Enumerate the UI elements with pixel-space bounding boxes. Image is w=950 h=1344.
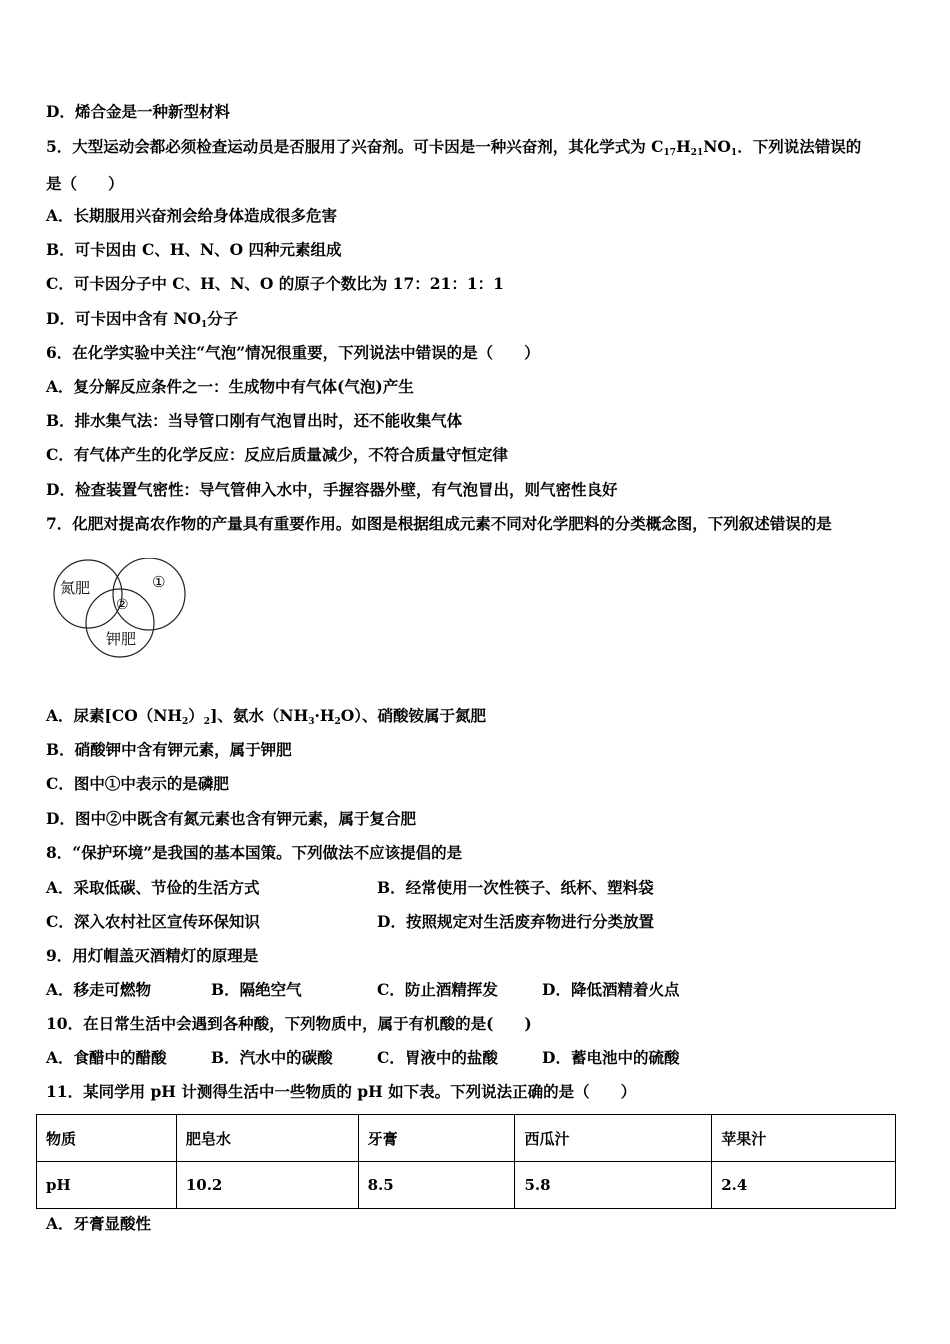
q9-option-b: B．隔绝空气 bbox=[211, 980, 302, 999]
q8-option-b: B．经常使用一次性筷子、纸杯、塑料袋 bbox=[377, 878, 654, 897]
q7-option-a-text4: ·H bbox=[314, 706, 335, 725]
venn-label-1: ① bbox=[152, 573, 166, 591]
question-6: 6．在化学实验中关注“气泡”情况很重要，下列说法中错误的是（ ） bbox=[46, 343, 540, 362]
question-11: 11．某同学用 pH 计测得生活中一些物质的 pH 如下表。下列说法正确的是（ ） bbox=[46, 1082, 637, 1101]
q5-option-d-sub: 1 bbox=[201, 320, 208, 330]
q10-option-b: B．汽水中的碳酸 bbox=[211, 1048, 333, 1067]
q7-option-a-sub4: 2 bbox=[334, 717, 341, 727]
q10-option-c: C．胃液中的盐酸 bbox=[377, 1048, 498, 1067]
table-cell: 8.5 bbox=[358, 1162, 515, 1209]
q6-option-c: C．有气体产生的化学反应：反应后质量减少，不符合质量守恒定律 bbox=[46, 445, 508, 464]
q5-text: 5．大型运动会都必须检查运动员是否服用了兴奋剂。可卡因是一种兴奋剂，其化学式为 C bbox=[46, 137, 664, 156]
q10-option-a: A．食醋中的醋酸 bbox=[46, 1048, 167, 1067]
q7-option-a bbox=[46, 706, 486, 732]
fertilizer-venn-diagram bbox=[50, 558, 195, 663]
q9-option-c: C．防止酒精挥发 bbox=[377, 980, 498, 999]
table-header-cell: 肥皂水 bbox=[176, 1115, 358, 1162]
venn-label-2: ② bbox=[116, 597, 129, 613]
ph-table bbox=[36, 1114, 896, 1209]
question-9: 9．用灯帽盖灭酒精灯的原理是 bbox=[46, 946, 259, 965]
q7-option-a-text: A．尿素[CO（NH bbox=[46, 706, 183, 725]
table-header-row bbox=[37, 1115, 896, 1162]
question-8: 8．“保护环境”是我国的基本国策。下列做法不应该提倡的是 bbox=[46, 843, 463, 862]
q5-formula-sub-o: 1 bbox=[730, 148, 738, 158]
venn-circle-phosphorus bbox=[113, 558, 185, 630]
q5-option-a: A．长期服用兴奋剂会给身体造成很多危害 bbox=[46, 206, 338, 225]
q7-option-c: C．图中①中表示的是磷肥 bbox=[46, 774, 229, 793]
q8-option-a: A．采取低碳、节俭的生活方式 bbox=[46, 878, 260, 897]
table-row-label: pH bbox=[37, 1162, 177, 1209]
venn-label-potassium: 钾肥 bbox=[106, 630, 137, 648]
q7-option-d: D．图中②中既含有氮元素也含有钾元素，属于复合肥 bbox=[46, 809, 416, 828]
q7-option-b: B．硝酸钾中含有钾元素，属于钾肥 bbox=[46, 740, 292, 759]
q8-option-d: D．按照规定对生活废弃物进行分类放置 bbox=[377, 912, 654, 931]
table-header-cell: 物质 bbox=[37, 1115, 177, 1162]
q5-formula-h: H bbox=[676, 137, 691, 156]
q7-option-a-sub2: 2 bbox=[203, 717, 211, 727]
table-header-cell: 苹果汁 bbox=[712, 1115, 896, 1162]
venn-label-nitrogen: 氮肥 bbox=[60, 579, 91, 597]
table-cell: 5.8 bbox=[515, 1162, 712, 1209]
question-10: 10．在日常生活中会遇到各种酸，下列物质中，属于有机酸的是( ) bbox=[46, 1014, 532, 1033]
q4-option-d: D．烯合金是一种新型材料 bbox=[46, 102, 230, 121]
q7-option-a-text2: ） bbox=[188, 706, 204, 725]
q7-option-a-text5: O）、硝酸铵属于氮肥 bbox=[340, 706, 487, 725]
q5-text-end: ．下列说法错误的 bbox=[737, 137, 862, 156]
table-header-cell: 西瓜汁 bbox=[515, 1115, 712, 1162]
q7-option-a-sub1: 2 bbox=[182, 717, 189, 727]
q5-formula-sub-h: 21 bbox=[690, 148, 704, 158]
table-header-cell: 牙膏 bbox=[358, 1115, 515, 1162]
q6-option-d: D．检查装置气密性：导气管伸入水中，手握容器外壁，有气泡冒出，则气密性良好 bbox=[46, 480, 618, 499]
q5-option-c: C．可卡因分子中 C、H、N、O 的原子个数比为 17：21：1：1 bbox=[46, 274, 504, 293]
q11-option-a: A．牙膏显酸性 bbox=[46, 1214, 152, 1233]
table-cell: 10.2 bbox=[176, 1162, 358, 1209]
question-5 bbox=[46, 137, 861, 163]
q7-option-a-text3: ]、氨水（NH bbox=[210, 706, 309, 725]
table-cell: 2.4 bbox=[712, 1162, 896, 1209]
table-row bbox=[37, 1162, 896, 1209]
q7-option-a-sub3: 3 bbox=[308, 717, 315, 727]
q5-option-d-text: D．可卡因中含有 NO bbox=[46, 309, 202, 328]
q9-option-a: A．移走可燃物 bbox=[46, 980, 152, 999]
question-7: 7．化肥对提高农作物的产量具有重要作用。如图是根据组成元素不同对化学肥料的分类概念图，下列叙述错误的是 bbox=[46, 514, 832, 533]
q5-option-b: B．可卡因由 C、H、N、O 四种元素组成 bbox=[46, 240, 342, 259]
q8-option-c: C．深入农村社区宣传环保知识 bbox=[46, 912, 260, 931]
q10-option-d: D．蓄电池中的硫酸 bbox=[542, 1048, 680, 1067]
q9-option-d: D．降低酒精着火点 bbox=[542, 980, 680, 999]
q5-formula-sub-c: 17 bbox=[663, 148, 677, 158]
q6-option-b: B．排水集气法：当导管口刚有气泡冒出时，还不能收集气体 bbox=[46, 411, 463, 430]
q5-option-d bbox=[46, 309, 238, 335]
q5-formula-no: NO bbox=[703, 137, 731, 156]
q6-option-a: A．复分解反应条件之一：生成物中有气体(气泡)产生 bbox=[46, 377, 414, 396]
q5-stem-cont: 是（ ） bbox=[46, 174, 124, 193]
q5-option-d-end: 分子 bbox=[207, 309, 239, 328]
